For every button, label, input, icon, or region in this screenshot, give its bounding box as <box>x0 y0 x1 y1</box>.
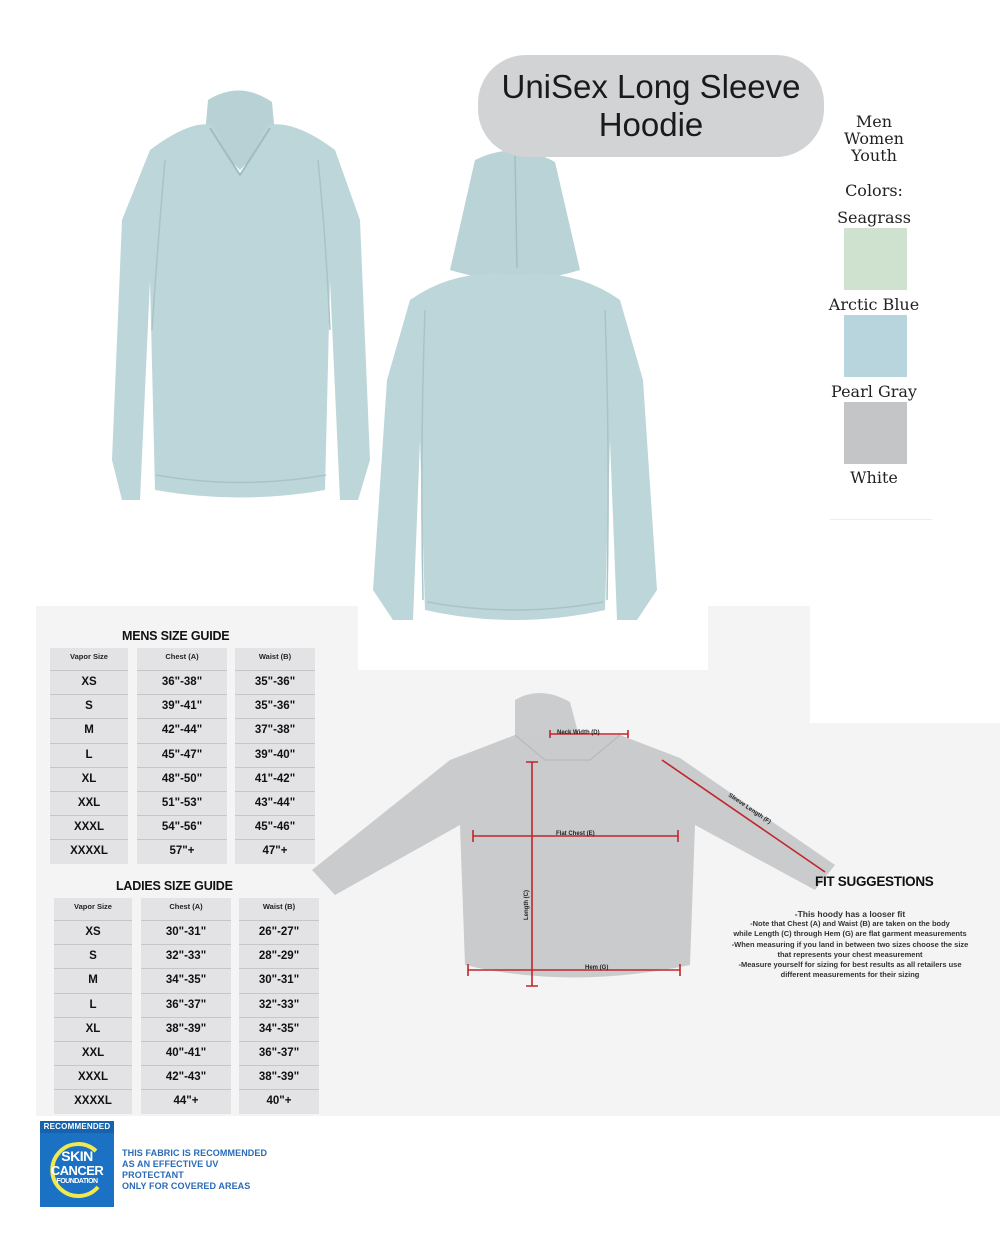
ladies-row-divider <box>141 944 231 945</box>
mens-row-divider <box>137 743 227 744</box>
color-name-seagrass: Seagrass <box>837 208 911 227</box>
ladies-cell: XXXXL <box>74 1095 112 1108</box>
label-flat-chest: Flat Chest (E) <box>556 831 595 837</box>
mens-header-0: Vapor Size <box>70 652 108 661</box>
ladies-header-0: Vapor Size <box>74 902 112 911</box>
fit-suggestions-title: FIT SUGGESTIONS <box>815 874 934 889</box>
ladies-row-divider <box>54 1041 132 1042</box>
mens-row-divider <box>235 670 315 671</box>
mens-row-divider <box>50 767 128 768</box>
ladies-header-1: Chest (A) <box>169 902 203 911</box>
ladies-row-divider <box>141 1089 231 1090</box>
mens-row-divider <box>50 718 128 719</box>
label-length: Length (C) <box>524 890 530 920</box>
colors-label: Colors: <box>845 181 903 200</box>
swatch-seagrass[interactable] <box>844 228 907 290</box>
mens-row-divider <box>50 815 128 816</box>
label-sleeve-length: Sleeve Length (F) <box>726 792 772 826</box>
ladies-header-2: Waist (B) <box>262 902 296 911</box>
mens-row-divider <box>50 670 128 671</box>
badge-word-skin: SKIN <box>61 1148 93 1164</box>
ladies-row-divider <box>141 968 231 969</box>
mens-cell: 48"-50" <box>161 772 203 785</box>
ladies-row-divider <box>54 1089 132 1090</box>
fit-line: -Note that Chest (A) and Waist (B) are taken on the body <box>750 919 950 929</box>
uv-note-line-1: THIS FABRIC IS RECOMMENDED <box>122 1148 268 1158</box>
ladies-cell: 38"-39" <box>258 1071 300 1084</box>
ladies-cell: M <box>88 974 98 987</box>
swatch-pearl-gray[interactable] <box>844 402 907 464</box>
mens-cell: 37"-38" <box>254 724 296 737</box>
fit-line: -Measure yourself for sizing for best results as all retailers use <box>738 960 962 969</box>
ladies-cell: XS <box>85 926 101 938</box>
mens-cell: S <box>85 700 93 713</box>
audience-men: Men <box>855 112 893 131</box>
ladies-cell: S <box>89 950 97 963</box>
audience-women: Women <box>844 129 904 148</box>
ladies-cell: 36"-37" <box>258 1047 300 1059</box>
mens-cell: 41"-42" <box>254 772 296 785</box>
mens-row-divider <box>50 694 128 695</box>
badge-word-foundation: FOUNDATION <box>56 1178 98 1185</box>
color-name-arctic-blue: Arctic Blue <box>828 295 920 314</box>
mens-row-divider <box>137 839 227 840</box>
ladies-row-divider <box>54 1065 132 1066</box>
mens-row-divider <box>50 743 128 744</box>
uv-protection-note <box>122 1148 282 1192</box>
title-line-2: Hoodie <box>598 106 704 143</box>
mens-cell: 39"-41" <box>161 700 203 713</box>
fit-line: -When measuring if you land in between two sizes choose the size <box>731 939 969 949</box>
ladies-cell: 36"-37" <box>165 998 207 1011</box>
title-line-1: UniSex Long Sleeve <box>501 68 801 105</box>
mens-row-divider <box>50 839 128 840</box>
ladies-row-divider <box>141 1065 231 1066</box>
mens-cell: 35"-36" <box>254 676 296 688</box>
ladies-cell: 30"-31" <box>165 926 207 938</box>
mens-cell: 43"-44" <box>254 797 296 809</box>
fit-line: while Length (C) through Hem (G) are flat garment measurements <box>733 929 967 939</box>
color-name-pearl-gray: Pearl Gray <box>831 382 917 401</box>
mens-row-divider <box>137 791 227 792</box>
ladies-cell: 30"-31" <box>258 974 300 987</box>
ladies-row-divider <box>54 993 132 994</box>
front-hoodie-shape <box>112 90 370 500</box>
ladies-cell: 32"-33" <box>258 998 300 1011</box>
mens-row-divider <box>137 815 227 816</box>
badge-recommended: RECOMMENDED <box>40 1121 114 1133</box>
mens-row-divider <box>137 718 227 719</box>
ladies-row-divider <box>141 1017 231 1018</box>
label-hem: Hem (G) <box>585 965 609 971</box>
swatch-arctic-blue[interactable] <box>844 315 907 377</box>
ladies-cell: 34"-35" <box>258 1022 300 1035</box>
label-neck-width: Neck Width (D) <box>557 730 600 736</box>
ladies-cell: 28"-29" <box>258 950 300 963</box>
ladies-row-divider <box>141 993 231 994</box>
mens-cell: XXXL <box>73 821 105 834</box>
side-divider <box>830 519 932 520</box>
mens-row-divider <box>50 791 128 792</box>
mens-cell: XS <box>81 676 97 688</box>
fit-line: -This hoody has a looser fit <box>794 909 906 919</box>
mens-header-1: Chest (A) <box>165 652 199 661</box>
ladies-row-divider <box>54 968 132 969</box>
title-pill <box>478 55 824 157</box>
mens-cell: 45"-46" <box>254 821 296 834</box>
uv-note-line-2: AS AN EFFECTIVE UV PROTECTANT <box>122 1159 219 1180</box>
ladies-row-divider <box>239 1041 319 1042</box>
uv-note-line-3: ONLY FOR COVERED AREAS <box>122 1181 251 1191</box>
ladies-row-divider <box>54 944 132 945</box>
ladies-row-divider <box>54 1017 132 1018</box>
mens-cell: XXXXL <box>70 845 108 858</box>
mens-header-2: Waist (B) <box>258 652 292 661</box>
ladies-row-divider <box>141 920 231 921</box>
ladies-cell: 44"+ <box>173 1095 199 1108</box>
mens-row-divider <box>137 694 227 695</box>
mens-cell: 35"-36" <box>254 700 296 713</box>
ladies-cell: XXXL <box>77 1071 109 1084</box>
ladies-cell: 32"-33" <box>165 950 207 963</box>
mens-cell: 51"-53" <box>161 797 203 809</box>
audience-youth: Youth <box>851 146 897 165</box>
ladies-cell: XXL <box>81 1047 105 1059</box>
ladies-cell: 40"+ <box>266 1095 292 1108</box>
mens-cell: 42"-44" <box>161 724 203 737</box>
ladies-row-divider <box>141 1041 231 1042</box>
ladies-cell: 34"-35" <box>165 974 207 987</box>
ladies-guide-title: LADIES SIZE GUIDE <box>116 879 233 893</box>
mens-cell: 54"-56" <box>161 821 203 834</box>
mens-cell: 47"+ <box>262 845 288 858</box>
color-name-white: White <box>850 468 898 487</box>
ladies-cell: L <box>89 998 97 1011</box>
mens-row-divider <box>137 670 227 671</box>
front-hoodie-photo <box>90 80 390 520</box>
mens-cell: M <box>84 724 94 737</box>
mens-guide-title: MENS SIZE GUIDE <box>122 629 230 643</box>
fit-line: different measurements for their sizing <box>780 970 920 980</box>
back-hoodie-photo <box>365 150 665 630</box>
skin-cancer-foundation-logo <box>40 1121 114 1207</box>
mens-row-divider <box>137 767 227 768</box>
mens-cell: 36"-38" <box>161 676 203 688</box>
ladies-row-divider <box>239 1065 319 1066</box>
mens-cell: XL <box>81 772 97 785</box>
mens-cell: 39"-40" <box>254 748 296 761</box>
ladies-cell: 40"-41" <box>165 1047 207 1059</box>
mens-cell: 57"+ <box>169 845 195 858</box>
ladies-cell: 26"-27" <box>258 926 300 938</box>
back-hoodie-shape <box>373 150 657 620</box>
mens-cell: XXL <box>77 797 101 809</box>
ladies-cell: XL <box>85 1022 101 1035</box>
mens-cell: L <box>85 748 93 761</box>
mens-cell: 45"-47" <box>161 748 203 761</box>
ladies-cell: 42"-43" <box>165 1071 207 1084</box>
ladies-row-divider <box>239 1089 319 1090</box>
badge-word-cancer: CANCER <box>50 1163 104 1178</box>
ladies-row-divider <box>54 920 132 921</box>
fit-line: that represents your chest measurement <box>777 949 923 959</box>
ladies-cell: 38"-39" <box>165 1022 207 1035</box>
